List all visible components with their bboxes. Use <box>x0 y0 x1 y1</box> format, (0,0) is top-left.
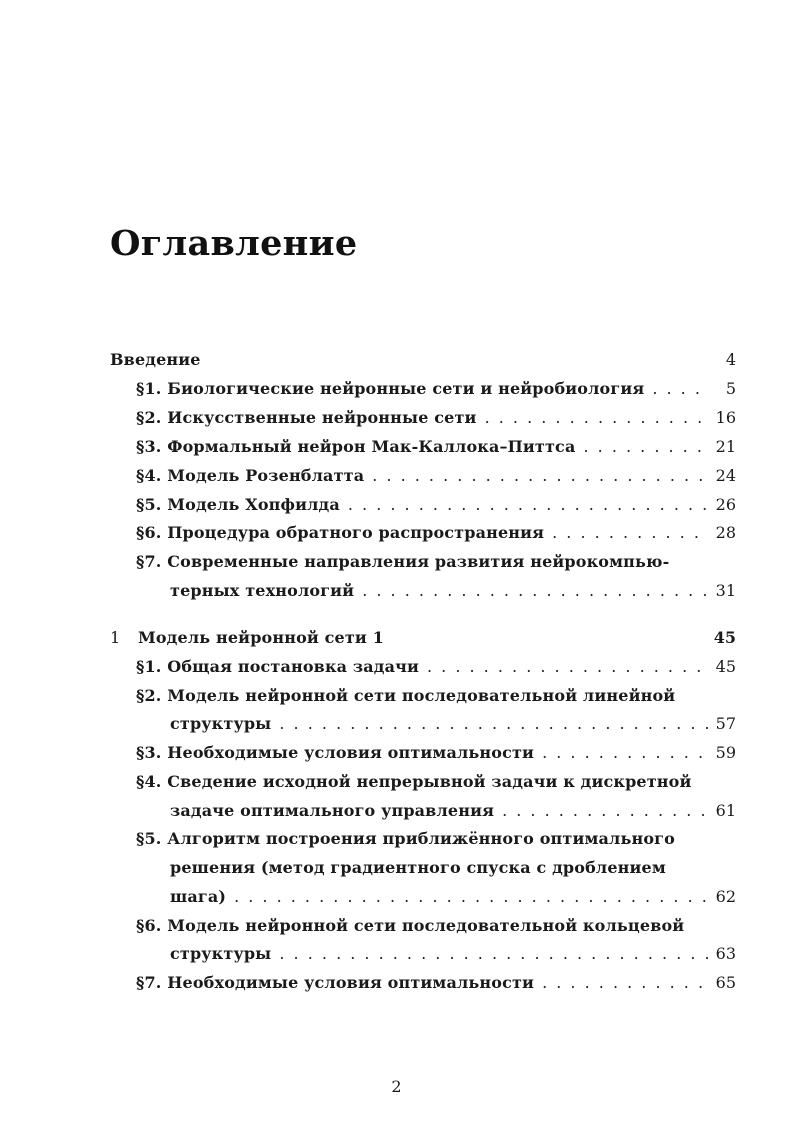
toc-entry-label: структуры <box>170 714 272 733</box>
toc-entry-label: §4. Модель Розенблатта <box>136 466 365 485</box>
toc-entry-page: 45 <box>713 628 736 647</box>
toc-chapter-number: 1 <box>110 628 121 647</box>
toc-entry-ch1-s6-cont[interactable] <box>170 943 736 965</box>
toc-entry-page: 16 <box>715 408 736 427</box>
toc-entry-intro-s7[interactable] <box>136 551 736 573</box>
toc-dot-leader <box>552 522 708 544</box>
toc-dot-leader <box>279 713 708 735</box>
toc-entry-label: Введение <box>110 350 201 369</box>
toc-entry-page: 59 <box>715 743 736 762</box>
toc-entry-label: §7. Необходимые условия оптимальности <box>136 973 535 992</box>
toc-dot-leader <box>652 378 708 400</box>
toc-entry-intro[interactable] <box>110 349 736 371</box>
toc-entry-page: 28 <box>715 523 736 542</box>
toc-entry-page: 21 <box>715 437 736 456</box>
toc-entry-ch1-s4-cont[interactable] <box>170 800 736 822</box>
toc-dot-leader <box>234 886 708 908</box>
toc-entry-label: шага) <box>170 887 227 906</box>
toc-entry-label: §2. Искусственные нейронные сети <box>136 408 477 427</box>
toc-entry-label: Модель нейронной сети 1 <box>138 628 384 647</box>
toc-entry-ch1-s3[interactable] <box>136 742 736 764</box>
toc-entry-page: 24 <box>715 466 736 485</box>
toc-dot-leader <box>362 580 708 602</box>
toc-entry-ch1-s5-cont1[interactable] <box>170 857 736 879</box>
toc-dot-leader <box>502 800 708 822</box>
toc-entry-page: 65 <box>715 973 736 992</box>
toc-entry-label: §5. Модель Хопфилда <box>136 495 340 514</box>
toc-dot-leader <box>427 656 708 678</box>
toc-entry-label: §3. Необходимые условия оптимальности <box>136 743 535 762</box>
toc-entry-page: 62 <box>715 887 736 906</box>
toc-entry-intro-s1[interactable] <box>136 378 736 400</box>
toc-entry-label: §1. Общая постановка задачи <box>136 657 419 676</box>
toc-entry-page: 45 <box>715 657 736 676</box>
toc-entry-intro-s4[interactable] <box>136 465 736 487</box>
toc-entry-label: §1. Биологические нейронные сети и нейробиология <box>136 379 645 398</box>
toc-entry-ch1-s5-cont2[interactable] <box>170 886 736 908</box>
toc-dot-leader <box>542 972 708 994</box>
toc-entry-intro-s2[interactable] <box>136 407 736 429</box>
toc-entry-ch1-s7[interactable] <box>136 972 736 994</box>
toc-dot-leader <box>279 943 708 965</box>
toc-entry-ch1-s2[interactable] <box>136 685 736 707</box>
toc-entry-intro-s7-cont[interactable] <box>170 580 736 602</box>
toc-entry-page: 57 <box>715 714 736 733</box>
toc-entry-intro-s6[interactable] <box>136 522 736 544</box>
toc-entry-label: §6. Процедура обратного распространения <box>136 523 545 542</box>
toc-entry-chapter-1[interactable] <box>110 627 736 649</box>
toc-entry-label: структуры <box>170 944 272 963</box>
page-title: Оглавление <box>110 223 358 264</box>
toc-dot-leader <box>348 494 708 516</box>
toc-entry-ch1-s5[interactable] <box>136 828 736 850</box>
toc-entry-label: §6. Модель нейронной сети последовательной кольцевой <box>136 916 685 935</box>
toc-entry-ch1-s4[interactable] <box>136 771 736 793</box>
toc-dot-leader <box>542 742 708 764</box>
toc-entry-label: §4. Сведение исходной непрерывной задачи к дискретной <box>136 772 692 791</box>
toc-entry-page: 5 <box>725 379 736 398</box>
toc-entry-label: §3. Формальный нейрон Мак-Каллока–Питтса <box>136 437 576 456</box>
toc-entry-page: 26 <box>715 495 736 514</box>
toc-entry-label: решения (метод градиентного спуска с дроблением <box>170 858 666 877</box>
toc-entry-intro-s5[interactable] <box>136 494 736 516</box>
toc-entry-page: 31 <box>715 581 736 600</box>
toc-entry-page: 4 <box>725 350 736 369</box>
toc-entry-label: терных технологий <box>170 581 355 600</box>
toc-entry-label: §2. Модель нейронной сети последовательной линейной <box>136 686 676 705</box>
toc-entry-label: §7. Современные направления развития нейрокомпью- <box>136 552 670 571</box>
toc-dot-leader <box>583 436 708 458</box>
toc-dot-leader <box>372 465 708 487</box>
toc-entry-page: 63 <box>715 944 736 963</box>
toc-entry-ch1-s6[interactable] <box>136 915 736 937</box>
toc-entry-intro-s3[interactable] <box>136 436 736 458</box>
page-number: 2 <box>391 1077 402 1096</box>
toc-entry-label: задаче оптимального управления <box>170 801 495 820</box>
toc-dot-leader <box>485 407 708 429</box>
toc-entry-ch1-s1[interactable] <box>136 656 736 678</box>
toc-entry-label: §5. Алгоритм построения приближённого оптимального <box>136 829 675 848</box>
toc-entry-ch1-s2-cont[interactable] <box>170 713 736 735</box>
toc-entry-page: 61 <box>715 801 736 820</box>
